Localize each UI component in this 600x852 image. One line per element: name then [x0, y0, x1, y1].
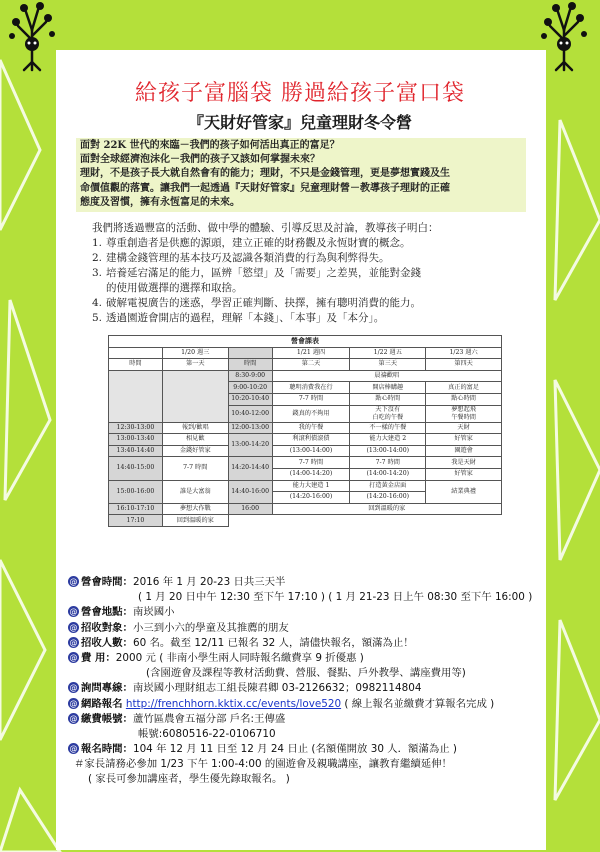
schedule-cell: 相見歡	[162, 434, 228, 446]
info-label: 繳費帳號：	[81, 712, 133, 725]
schedule-table	[108, 335, 502, 527]
info-value: 南崁國小理財組志工組長陳君卿 03-2126632；0982114804	[132, 682, 422, 695]
goal-item	[92, 311, 532, 326]
schedule-cell: (13:00-14:00)	[272, 445, 350, 457]
schedule-cell: 不一樣的午餐	[350, 422, 426, 434]
intro-line: 態度及習慣，擁有永恆富足的未來。	[80, 196, 240, 208]
cell-line: 夢想起飛	[451, 405, 476, 413]
goal-number: 5.	[92, 312, 103, 324]
intro-line: 命價值觀的落實。讓我們一起透過『天財好管家』兒童理財營－教導孩子理財的正確	[80, 182, 450, 194]
goal-text: 尊重創造者是供應的源頭，建立正確的財務觀及永恆財寶的概念。	[106, 237, 411, 249]
schedule-date: 1/22 週五	[350, 347, 426, 359]
intro-line: 面對全球經濟泡沫化－我們的孩子又該如何掌握未來？	[80, 154, 320, 166]
schedule-cell: 回到溫暖的家	[162, 515, 228, 527]
schedule-cell: 9:00-10:20	[228, 382, 272, 394]
cell-line: 白吃的午餐	[372, 413, 404, 421]
schedule-time-header: 時間	[109, 359, 163, 371]
schedule-cell: (14:00-14:20)	[272, 468, 350, 480]
schedule-cell: 結業典禮	[426, 480, 502, 503]
schedule-date: 1/21 週四	[272, 347, 350, 359]
schedule-cell: 我是天財	[426, 457, 502, 469]
schedule-cell: (14:20-16:00)	[272, 492, 350, 504]
goal-text: 建構金錢管理的基本技巧及認識各類消費的行為與利弊得失。	[106, 252, 390, 264]
goals-section	[92, 221, 532, 326]
at-sign-bullet-icon: @	[69, 637, 78, 647]
schedule-cell	[426, 405, 502, 422]
schedule-cell: 13:00-13:40	[109, 434, 163, 446]
schedule-cell: 好管家	[426, 468, 502, 480]
info-label: 營會地點：	[81, 606, 133, 619]
info-value: 60 名。截至 12/11 已報名 32 人，請儘快報名，額滿為止！	[132, 636, 414, 649]
goal-number: 2.	[92, 252, 103, 264]
schedule-cell: 利滾利債滾債	[272, 434, 350, 446]
schedule-caption: 營會課表	[109, 336, 502, 348]
at-sign-bullet-icon: @	[69, 622, 78, 632]
schedule-cell: 聰明消費我在行	[272, 382, 350, 394]
info-label: 網路報名	[81, 697, 123, 710]
schedule-cell: 12:00-13:00	[228, 422, 272, 434]
info-label: 營會時間：	[81, 576, 133, 588]
info-value: 南崁國小	[132, 606, 175, 619]
info-fee	[68, 651, 548, 666]
at-sign-bullet-icon: @	[69, 683, 78, 693]
schedule-cell: 13:40-14:40	[109, 445, 163, 457]
info-contact	[68, 681, 548, 696]
schedule-cell: 7-7 時間	[350, 457, 426, 469]
poster-subtitle: 『天財好管家』兒童理財冬令營	[187, 113, 412, 132]
schedule-cell: 14:40-16:00	[228, 480, 272, 503]
info-value: 104 年 12 月 11 日至 12 月 24 日止 (名額僅開放 30 人．額滿為止 )	[132, 743, 457, 756]
goal-text: 透過園遊會開店的過程，理解「本錢」、「本事」及「本分」。	[106, 312, 385, 324]
at-sign-bullet-icon: @	[69, 744, 78, 754]
schedule-cell: 10:40-12:00	[228, 405, 272, 422]
info-label: 詢問專線：	[81, 682, 133, 695]
schedule-date: 1/20 週三	[162, 347, 228, 359]
event-info	[68, 575, 548, 788]
goal-item	[92, 236, 532, 251]
intro-box	[76, 138, 526, 212]
info-online	[68, 697, 548, 712]
schedule-cell: 點心時間	[426, 393, 502, 405]
schedule-cell: 14:40-15:00	[109, 457, 163, 480]
cell-line: 天下沒有	[375, 405, 401, 413]
schedule-time-header: 時間	[228, 359, 272, 371]
at-sign-bullet-icon: @	[69, 698, 78, 708]
schedule-cell	[350, 405, 426, 422]
schedule-cell: (14:00-14:20)	[350, 468, 426, 480]
schedule-day: 第一天	[162, 359, 228, 371]
schedule-cell: 14:20-14:40	[228, 457, 272, 480]
schedule-cell: 錢真的不夠用	[272, 405, 350, 422]
schedule-cell: (14:20-16:00)	[350, 492, 426, 504]
schedule-cell: 誰是大富翁	[162, 480, 228, 503]
info-date	[68, 575, 548, 590]
schedule-cell: (13:00-14:00)	[350, 445, 426, 457]
schedule-cell: 能力大建造 2	[350, 434, 426, 446]
schedule-cell: 真正的富足	[426, 382, 502, 394]
goal-item	[92, 251, 532, 266]
info-fee-detail: (含園遊會及課程等教材活動費、營服、餐點、戶外教學、講座費用等)	[146, 667, 466, 680]
schedule-cell: 點心時間	[350, 393, 426, 405]
schedule-cell: 好管家	[426, 434, 502, 446]
info-label: 報名時間：	[81, 743, 133, 756]
schedule-cell: 開店棒購趣	[350, 382, 426, 394]
info-value: 2000 元 ( 非南小學生兩人同時報名繳費享 9 折優惠 )	[115, 651, 364, 664]
intro-line: 面對 22K 世代的來臨－我們的孩子如何活出真正的富足？	[80, 140, 340, 151]
goal-number: 1.	[92, 237, 103, 249]
poster-title: 給孩子富腦袋 勝過給孩子富口袋	[135, 81, 465, 106]
info-account-no: 帳號:6080516-22-0106710	[138, 727, 276, 740]
schedule-day: 第三天	[350, 359, 426, 371]
schedule-cell: 報到/歡唱	[162, 422, 228, 434]
schedule-cell: 17:10	[109, 515, 163, 527]
cell-line: 午餐時間	[451, 413, 476, 421]
schedule-cell: 7-7 時間	[272, 393, 350, 405]
at-sign-bullet-icon: @	[69, 652, 78, 662]
schedule-cell: 8:30-9:00	[228, 370, 272, 382]
at-sign-bullet-icon: @	[69, 713, 78, 723]
at-sign-bullet-icon: @	[69, 607, 78, 617]
info-value: 2016 年 1 月 20-23 日共三天半	[132, 576, 286, 588]
schedule-day: 第四天	[426, 359, 502, 371]
schedule-cell: 10:20-10:40	[228, 393, 272, 405]
goal-text: 培養延宕滿足的能力，區辨「慾望」及「需要」之差異，並能對金錢	[106, 267, 421, 279]
schedule-cell: 12:30-13:00	[109, 422, 163, 434]
schedule-date: 1/23 週六	[426, 347, 502, 359]
schedule-cell: 晨禱歡唱	[272, 370, 501, 382]
goals-intro: 我們將透過豐富的活動、做中學的體驗、引導反思及討論，教導孩子明白：	[92, 222, 439, 234]
parent-note: ＃家長請務必參加 1/23 下午 1:00-4:00 的園遊會及親職講座，讓教育繼續延伸！	[74, 758, 452, 771]
goal-text-continued: 的使用做選擇的選擇和取捨。	[106, 282, 243, 294]
schedule-cell: 天財	[426, 422, 502, 434]
schedule-cell: 15:00-16:00	[109, 480, 163, 503]
parent-note-detail: ( 家長可參加講座者，學生優先錄取報名。 )	[88, 773, 290, 786]
info-label: 招收對象：	[81, 621, 133, 634]
info-value: ( 線上報名並繳費才算報名完成 )	[344, 697, 495, 710]
at-sign-bullet-icon: @	[69, 577, 78, 586]
info-place	[68, 605, 548, 620]
goal-item	[92, 296, 532, 311]
info-value: 蘆竹區農會五福分部 戶名:王傳盛	[132, 712, 286, 725]
info-label: 費 用：	[81, 651, 116, 664]
schedule-cell: 金錢好管家	[162, 445, 228, 457]
schedule-cell: 能力大建造 1	[272, 480, 350, 492]
goal-number: 4.	[92, 297, 103, 309]
goal-number: 3.	[92, 267, 103, 279]
info-deadline	[68, 742, 548, 757]
info-account	[68, 712, 548, 727]
schedule-cell: 打造黃金店面	[350, 480, 426, 492]
registration-link[interactable]: http://frenchhorn.kktix.cc/events/love520	[125, 697, 342, 710]
schedule-cell: 16:10-17:10	[109, 503, 163, 515]
intro-line: 理財，不是孩子長大就自然會有的能力；理財，不只是金錢管理，更是夢想實踐及生	[80, 168, 450, 180]
schedule-cell: 夢想大作戰	[162, 503, 228, 515]
goal-item	[92, 266, 532, 281]
info-target	[68, 621, 548, 636]
schedule-cell: 7-7 時間	[272, 457, 350, 469]
tree-icon	[538, 0, 590, 72]
schedule-day: 第二天	[272, 359, 350, 371]
schedule-cell: 我的午餐	[272, 422, 350, 434]
info-value: 小三到小六的學童及其推薦的朋友	[132, 621, 289, 634]
info-date-detail: ( 1 月 20 日中午 12:30 至下午 17:10 ) ( 1 月 21-23 日上午 08:30 至下午 16:00 )	[138, 591, 533, 604]
schedule-cell: 回到溫暖的家	[272, 503, 501, 515]
tree-icon	[6, 0, 58, 72]
schedule-cell: 7-7 時間	[162, 457, 228, 480]
schedule-cell: 園遊會	[426, 445, 502, 457]
info-label: 招收人數：	[81, 636, 133, 649]
schedule-cell: 13:00-14:20	[228, 434, 272, 457]
schedule-cell: 16:00	[228, 503, 272, 515]
goal-text: 破解電視廣告的迷惑，學習正確判斷、抉擇，擁有聰明消費的能力。	[106, 297, 421, 309]
info-count	[68, 636, 548, 651]
